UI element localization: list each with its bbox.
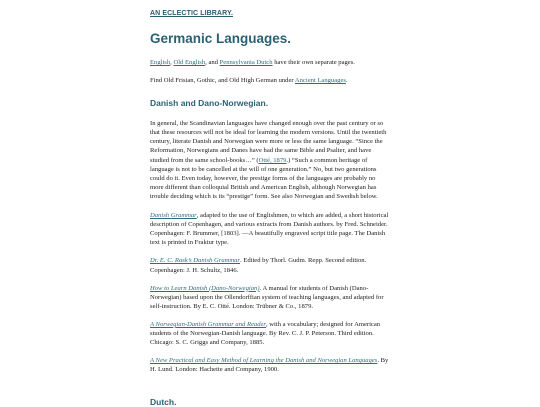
site-home-link[interactable] [150,10,390,17]
book-entry [150,284,390,311]
description-text: In general, the Scandinavian languages have changed enough over the past century or so that these resources will not be ideal for learning the modern versions. Until the twentieth century, literate Danish and Norwegian were more or less the same language. “Since the Reformation, Norwegians and Danes have had the same Bible and Psalter, and have studied from the same school-books…” ( [150,120,387,164]
book-link[interactable]: A New Practical and Easy Method of Learning the Danish and Norwegian Languages [150,357,378,365]
book-link[interactable]: A Norwegian-Danish Grammar and Reader [150,320,266,328]
link-ancient-languages[interactable]: Ancient Languages [294,77,346,85]
book-description: . By H. Lund. London: Hachette and Company, 1900. [150,357,389,374]
intro-paragraph-2 [150,76,390,85]
link-pennsylvania-dutch[interactable]: Pennsylvania Dutch [219,59,273,66]
book-description: . Edited by Thorl. Gudm. Repp. Second edition. Copenhagen: J. H. Schultz, 1846. [150,257,367,274]
book-description: , with a vocabulary; designed for American students of the Norwegian-Danish language. By Rev. C. J. P. Peterson. Third edition. Chicago: S. C. Griggs and Company, 1885. [150,320,381,347]
book-entry [150,256,390,274]
book-entry [150,211,390,247]
book-entry [150,356,390,374]
intro-text-end: . [345,77,348,85]
book-link[interactable]: Danish Grammar [150,212,197,220]
page-content [150,0,390,407]
link-otte-1879[interactable]: Otté, 1879 [258,156,287,164]
link-english[interactable]: English [150,59,171,66]
site-title[interactable]: AN ECLECTIC LIBRARY [150,10,231,17]
section-heading-danish: Danish and Dano-Norwegian. [150,98,269,109]
book-link[interactable]: How to Learn Danish (Dano-Norwegian) [150,284,260,292]
description-text: .) “Such a common heritage of language is not to be cancelled at the will of one generation.” No, but two generations could do it. Even today, however, the prestige forms of the languages are probably no more different than colloquial British and American English, although Norwegian has trouble deciding which is its “prestige” form. See also Norwegian and Swedish below. [150,156,378,200]
book-entry [150,320,390,347]
section-heading-dutch: Dutch. [150,397,177,407]
intro-separator: , [170,59,174,66]
book-description: . A manual for students of Danish (Dano-Norwegian) based upon the Ollendorffian system of teaching languages, and adapted for self-instruction. By E. C. Otté. London: Trübner & Co., 1879. [150,284,384,310]
intro-text: have their own separate pages. [272,59,355,66]
danish-description [150,119,390,201]
intro-text: Find Old Frisian, Gothic, and Old High German under [150,77,295,85]
book-link[interactable]: Dr. E. C. Rask’s Danish Grammar [150,257,240,265]
link-old-english[interactable]: Old English [173,59,206,66]
intro-separator: , and [205,59,220,66]
intro-paragraph-1 [150,58,390,67]
book-description: , adapted to the use of Englishmen, to which are added, a short historical description of Copenhagen, and various extracts from Danish authors. by Fred. Schneider. Copenhagen: F. Brummer, [1803]. —A beautifully engraved script title page. The Danish text is printed in Fraktur type. [150,212,389,247]
site-title-period: . [230,10,234,17]
page-title: Germanic Languages. [150,31,292,46]
